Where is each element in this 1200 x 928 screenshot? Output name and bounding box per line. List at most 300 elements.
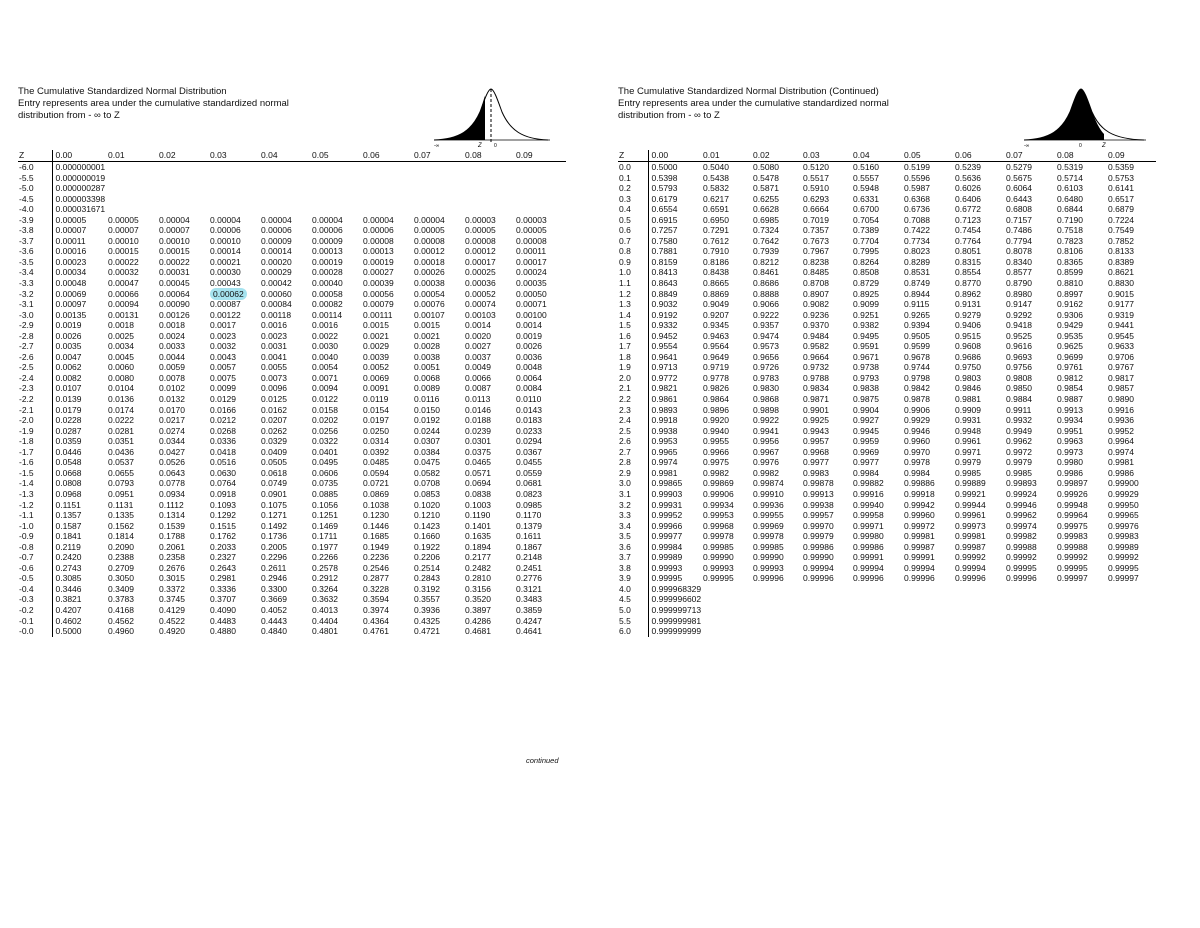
probability-cell: 0.999999999 <box>651 626 702 637</box>
table-row <box>618 204 1156 215</box>
z-value-cell: 2.2 <box>618 394 648 405</box>
empty-cell <box>700 605 750 616</box>
probability-cell: 0.9671 <box>853 351 879 362</box>
probability-cell: 0.9625 <box>1057 341 1083 352</box>
empty-cell <box>952 584 1003 595</box>
probability-cell: 0.99990 <box>803 552 834 563</box>
probability-cell: 0.9934 <box>1057 415 1083 426</box>
z-value-cell: 5.0 <box>618 605 648 616</box>
probability-cell: 0.00013 <box>363 246 394 257</box>
table-row <box>18 478 566 489</box>
z-value-cell: 1.3 <box>618 299 648 310</box>
probability-cell: 0.00006 <box>312 225 343 236</box>
probability-cell: 0.99918 <box>904 488 935 499</box>
probability-cell: 0.9732 <box>803 362 829 373</box>
probability-cell: 0.7967 <box>803 246 829 257</box>
probability-cell: 0.6950 <box>703 214 729 225</box>
probability-cell: 0.99994 <box>853 562 884 573</box>
probability-cell: 0.9974 <box>1108 446 1134 457</box>
probability-cell: 0.8413 <box>651 267 678 278</box>
table-row <box>18 331 566 342</box>
table-row <box>618 521 1156 532</box>
probability-cell: 0.9535 <box>1057 330 1083 341</box>
probability-cell: 0.00008 <box>516 235 547 246</box>
probability-cell: 0.1736 <box>261 531 287 542</box>
probability-cell: 0.1635 <box>465 531 491 542</box>
probability-cell: 0.5239 <box>955 162 981 172</box>
probability-cell: 0.99995 <box>1057 562 1088 573</box>
probability-cell: 0.9884 <box>1006 394 1032 405</box>
probability-cell: 0.9693 <box>1006 351 1032 362</box>
empty-cell <box>1054 594 1105 605</box>
probability-cell: 0.00006 <box>210 225 241 236</box>
empty-cell <box>513 183 566 194</box>
right-column-header: 0.07 <box>1003 150 1054 162</box>
table-row <box>618 183 1156 194</box>
probability-cell: 0.00004 <box>312 214 343 225</box>
probability-cell: 0.0064 <box>516 372 542 383</box>
probability-cell: 0.7088 <box>904 214 930 225</box>
probability-cell: 0.6844 <box>1057 204 1083 215</box>
probability-cell: 0.9608 <box>955 341 981 352</box>
probability-cell: 0.9265 <box>904 309 930 320</box>
probability-cell: 0.8830 <box>1108 278 1134 289</box>
probability-cell: 0.3300 <box>261 583 287 594</box>
probability-cell: 0.0089 <box>414 383 440 394</box>
z-value-cell: -1.5 <box>18 468 52 479</box>
probability-cell: 0.99996 <box>803 573 834 584</box>
probability-cell: 0.8212 <box>753 256 779 267</box>
probability-cell: 0.5517 <box>803 172 829 183</box>
probability-cell: 0.9406 <box>955 320 981 331</box>
probability-cell: 0.9946 <box>904 425 930 436</box>
table-row <box>618 489 1156 500</box>
probability-cell: 0.1020 <box>414 499 440 510</box>
probability-cell: 0.0039 <box>363 351 389 362</box>
probability-cell: 0.000000287 <box>55 183 106 194</box>
z-value-cell: -3.6 <box>18 246 52 257</box>
z-value-cell: 1.1 <box>618 278 648 289</box>
probability-cell: 0.0027 <box>465 341 491 352</box>
probability-cell: 0.2358 <box>159 552 185 563</box>
z-value-cell: 2.8 <box>618 457 648 468</box>
probability-cell: 0.3936 <box>414 604 440 615</box>
probability-cell: 0.1685 <box>363 531 389 542</box>
probability-cell: 0.6664 <box>803 204 829 215</box>
probability-cell: 0.9767 <box>1108 362 1134 373</box>
probability-cell: 0.0322 <box>312 436 338 447</box>
probability-cell: 0.99936 <box>753 499 784 510</box>
probability-cell: 0.9857 <box>1108 383 1134 394</box>
probability-cell: 0.0110 <box>516 394 542 405</box>
probability-cell: 0.00022 <box>159 256 190 267</box>
probability-cell: 0.9686 <box>955 351 981 362</box>
probability-cell: 0.0301 <box>465 436 491 447</box>
probability-cell: 0.0571 <box>465 467 491 478</box>
z-value-cell: 0.8 <box>618 246 648 257</box>
probability-cell: 0.9474 <box>753 330 779 341</box>
probability-cell: 0.0475 <box>414 457 440 468</box>
table-row <box>618 299 1156 310</box>
probability-cell: 0.9896 <box>703 404 729 415</box>
probability-cell: 0.1788 <box>159 531 185 542</box>
empty-cell <box>360 183 411 194</box>
probability-cell: 0.99991 <box>853 552 884 563</box>
probability-cell: 0.0838 <box>465 488 491 499</box>
probability-cell: 0.4960 <box>108 626 134 637</box>
z-value-cell: -3.1 <box>18 299 52 310</box>
probability-cell: 0.9616 <box>1006 341 1032 352</box>
probability-cell: 0.0080 <box>108 372 134 383</box>
probability-cell: 0.0154 <box>363 404 389 415</box>
probability-cell: 0.00069 <box>55 288 87 299</box>
z-value-cell: -0.7 <box>18 552 52 563</box>
table-row <box>618 289 1156 300</box>
probability-cell: 0.00097 <box>55 299 87 310</box>
probability-cell: 0.9965 <box>651 446 678 457</box>
probability-cell: 0.0170 <box>159 404 185 415</box>
empty-cell <box>462 173 513 184</box>
probability-cell: 0.9911 <box>1006 404 1032 415</box>
probability-cell: 0.99926 <box>1057 488 1088 499</box>
probability-cell: 0.00004 <box>261 214 292 225</box>
probability-cell: 0.99995 <box>651 573 683 584</box>
probability-cell: 0.00006 <box>261 225 292 236</box>
probability-cell: 0.8749 <box>904 278 930 289</box>
probability-cell: 0.99882 <box>853 478 884 489</box>
probability-cell: 0.00013 <box>312 246 343 257</box>
probability-cell: 0.00005 <box>55 214 87 225</box>
z-value-cell: 3.3 <box>618 510 648 521</box>
probability-cell: 0.0351 <box>108 436 134 447</box>
probability-cell: 0.9798 <box>904 372 930 383</box>
probability-cell: 0.99900 <box>1108 478 1139 489</box>
probability-cell: 0.9664 <box>803 351 829 362</box>
empty-cell <box>105 183 156 194</box>
probability-cell: 0.0985 <box>516 499 542 510</box>
probability-cell: 0.00009 <box>312 235 343 246</box>
z-value-cell: 2.7 <box>618 447 648 458</box>
table-row <box>618 531 1156 542</box>
table-row <box>18 173 566 184</box>
probability-cell: 0.8577 <box>1006 267 1032 278</box>
probability-cell: 0.8133 <box>1108 246 1134 257</box>
probability-cell: 0.9925 <box>803 415 829 426</box>
probability-cell: 0.1492 <box>261 520 287 531</box>
probability-cell: 0.00024 <box>516 267 547 278</box>
probability-cell: 0.5279 <box>1006 162 1032 172</box>
probability-cell: 0.1423 <box>414 520 440 531</box>
probability-cell: 0.9964 <box>1108 436 1134 447</box>
probability-cell: 0.1170 <box>516 510 542 521</box>
highlighted-value: 0.00062 <box>210 288 247 300</box>
probability-cell: 0.00005 <box>108 214 139 225</box>
empty-cell <box>750 626 800 637</box>
empty-cell <box>850 605 901 616</box>
probability-cell: 0.0681 <box>516 478 542 489</box>
empty-cell <box>309 162 360 173</box>
probability-cell: 0.99889 <box>955 478 986 489</box>
probability-cell: 0.5199 <box>904 162 930 172</box>
probability-cell: 0.999968329 <box>651 583 702 594</box>
probability-cell: 0.99990 <box>703 552 734 563</box>
z-value-cell: 1.8 <box>618 352 648 363</box>
probability-cell: 0.9943 <box>803 425 829 436</box>
probability-cell: 0.5000 <box>651 162 678 172</box>
probability-cell: 0.9985 <box>955 467 981 478</box>
probability-cell: 0.3897 <box>465 604 491 615</box>
probability-cell: 0.99913 <box>803 488 834 499</box>
probability-cell: 0.0655 <box>108 467 134 478</box>
empty-cell <box>156 173 207 184</box>
probability-cell: 0.0179 <box>55 404 82 415</box>
probability-cell: 0.9972 <box>1006 446 1032 457</box>
probability-cell: 0.1093 <box>210 499 236 510</box>
probability-cell: 0.0116 <box>414 394 440 405</box>
probability-cell: 0.9941 <box>753 425 779 436</box>
empty-cell <box>952 594 1003 605</box>
z-value-cell: 3.2 <box>618 500 648 511</box>
probability-cell: 0.99952 <box>651 510 683 521</box>
probability-cell: 0.9830 <box>753 383 779 394</box>
right-table-panel <box>618 86 1156 637</box>
probability-cell: 0.9984 <box>853 467 879 478</box>
probability-cell: 0.9982 <box>703 467 729 478</box>
probability-cell: 0.0901 <box>261 488 287 499</box>
probability-cell: 0.99972 <box>904 520 935 531</box>
probability-cell: 0.99929 <box>1108 488 1139 499</box>
z-value-cell: -5.0 <box>18 183 52 194</box>
probability-cell: 0.9878 <box>904 394 930 405</box>
z-value-cell: 3.0 <box>618 478 648 489</box>
probability-cell: 0.1357 <box>55 510 82 521</box>
probability-cell: 0.9913 <box>1057 404 1083 415</box>
z-value-cell: 0.2 <box>618 183 648 194</box>
probability-cell: 0.0244 <box>414 425 440 436</box>
probability-cell: 0.6064 <box>1006 183 1032 194</box>
probability-cell: 0.99955 <box>753 510 784 521</box>
left-column-header: 0.08 <box>462 150 513 162</box>
probability-cell: 0.3974 <box>363 604 389 615</box>
probability-cell: 0.3632 <box>312 594 338 605</box>
probability-cell: 0.00012 <box>465 246 496 257</box>
probability-cell: 0.7357 <box>803 225 829 236</box>
probability-cell: 0.1230 <box>363 510 389 521</box>
probability-cell: 0.00010 <box>108 235 139 246</box>
probability-cell: 0.7454 <box>955 225 981 236</box>
probability-cell: 0.0548 <box>55 457 82 468</box>
left-curve-z-label: Z <box>478 143 482 148</box>
left-tail-area-curve-icon <box>430 86 554 148</box>
highlighted-probability-cell <box>207 289 258 300</box>
probability-cell: 0.3520 <box>465 594 491 605</box>
probability-cell: 0.9976 <box>753 457 779 468</box>
probability-cell: 0.9956 <box>753 436 779 447</box>
z-value-cell: -1.8 <box>18 436 52 447</box>
probability-cell: 0.9370 <box>803 320 829 331</box>
probability-cell: 0.9554 <box>651 341 678 352</box>
table-row <box>18 510 566 521</box>
empty-cell <box>105 173 156 184</box>
probability-cell: 0.0166 <box>210 404 236 415</box>
empty-cell <box>462 204 513 215</box>
probability-cell: 0.000031671 <box>55 204 106 215</box>
table-row <box>618 542 1156 553</box>
probability-cell: 0.0495 <box>312 457 338 468</box>
probability-cell: 0.99992 <box>1108 552 1139 563</box>
probability-cell: 0.0014 <box>465 320 491 331</box>
probability-cell: 0.9890 <box>1108 394 1134 405</box>
probability-cell: 0.5675 <box>1006 172 1032 183</box>
probability-cell: 0.2033 <box>210 541 236 552</box>
probability-cell: 0.9983 <box>803 467 829 478</box>
table-row <box>618 246 1156 257</box>
empty-cell <box>952 626 1003 637</box>
probability-cell: 0.3859 <box>516 604 542 615</box>
empty-cell <box>952 605 1003 616</box>
probability-cell: 0.0455 <box>516 457 542 468</box>
empty-cell <box>750 594 800 605</box>
probability-cell: 0.9418 <box>1006 320 1032 331</box>
probability-cell: 0.99989 <box>1108 541 1139 552</box>
probability-cell: 0.9713 <box>651 362 678 373</box>
probability-cell: 0.99969 <box>753 520 784 531</box>
probability-cell: 0.3669 <box>261 594 287 605</box>
probability-cell: 0.9808 <box>1006 372 1032 383</box>
probability-cell: 0.3050 <box>108 573 134 584</box>
probability-cell: 0.99991 <box>904 552 935 563</box>
probability-cell: 0.99942 <box>904 499 935 510</box>
table-row <box>18 531 566 542</box>
empty-cell <box>462 194 513 205</box>
table-row <box>618 383 1156 394</box>
probability-cell: 0.9977 <box>803 457 829 468</box>
probability-cell: 0.1292 <box>210 510 236 521</box>
right-subtitle-line-1: Entry represents area under the cumulative standardized normal <box>618 98 889 109</box>
probability-cell: 0.0136 <box>108 394 134 405</box>
probability-cell: 0.0559 <box>516 467 542 478</box>
probability-cell: 0.99992 <box>955 552 986 563</box>
table-row <box>618 257 1156 268</box>
probability-cell: 0.0022 <box>312 330 338 341</box>
probability-cell: 0.0446 <box>55 446 82 457</box>
z-value-cell: 0.3 <box>618 194 648 205</box>
z-value-cell: -2.0 <box>18 415 52 426</box>
table-row <box>18 426 566 437</box>
probability-cell: 0.0401 <box>312 446 338 457</box>
probability-cell: 0.99986 <box>853 541 884 552</box>
probability-cell: 0.4013 <box>312 604 338 615</box>
probability-cell: 0.00036 <box>465 278 496 289</box>
probability-cell: 0.3121 <box>516 583 542 594</box>
probability-cell: 0.0274 <box>159 425 185 436</box>
empty-cell <box>1105 626 1156 637</box>
probability-cell: 0.0047 <box>55 351 82 362</box>
probability-cell: 0.0212 <box>210 415 236 426</box>
empty-cell <box>700 594 750 605</box>
probability-cell: 0.1335 <box>108 510 134 521</box>
z-value-cell: 2.0 <box>618 373 648 384</box>
probability-cell: 0.0023 <box>210 330 236 341</box>
left-table-header-row <box>18 150 566 162</box>
probability-cell: 0.6217 <box>703 193 729 204</box>
table-row <box>618 605 1156 616</box>
probability-cell: 0.9015 <box>1108 288 1134 299</box>
probability-cell: 0.00079 <box>363 299 394 310</box>
probability-cell: 0.6591 <box>703 204 729 215</box>
probability-cell: 0.00082 <box>312 299 343 310</box>
probability-cell: 0.7549 <box>1108 225 1134 236</box>
probability-cell: 0.6331 <box>853 193 879 204</box>
probability-cell: 0.99980 <box>853 531 884 542</box>
z-value-cell: -0.1 <box>18 616 52 627</box>
table-row <box>618 426 1156 437</box>
probability-cell: 0.00023 <box>55 256 87 267</box>
z-value-cell: -1.9 <box>18 426 52 437</box>
left-z-table <box>18 150 566 637</box>
z-value-cell: 5.5 <box>618 616 648 627</box>
probability-cell: 0.9793 <box>853 372 879 383</box>
probability-cell: 0.2061 <box>159 541 185 552</box>
table-row <box>18 563 566 574</box>
probability-cell: 0.3409 <box>108 583 134 594</box>
probability-cell: 0.7995 <box>853 246 879 257</box>
probability-cell: 0.0091 <box>363 383 389 394</box>
probability-cell: 0.00090 <box>159 299 190 310</box>
probability-cell: 0.5987 <box>904 183 930 194</box>
table-row <box>618 626 1156 637</box>
empty-cell <box>1054 616 1105 627</box>
probability-cell: 0.2420 <box>55 552 82 563</box>
z-value-cell: -0.6 <box>18 563 52 574</box>
probability-cell: 0.00066 <box>108 288 139 299</box>
z-value-cell: 1.7 <box>618 341 648 352</box>
table-row <box>618 457 1156 468</box>
probability-cell: 0.9441 <box>1108 320 1134 331</box>
probability-cell: 0.7257 <box>651 225 678 236</box>
probability-cell: 0.99981 <box>904 531 935 542</box>
z-value-cell: -1.0 <box>18 521 52 532</box>
probability-cell: 0.99961 <box>955 510 986 521</box>
probability-cell: 0.9803 <box>955 372 981 383</box>
table-row <box>618 362 1156 373</box>
probability-cell: 0.0853 <box>414 488 440 499</box>
probability-cell: 0.9850 <box>1006 383 1032 394</box>
table-row <box>618 415 1156 426</box>
probability-cell: 0.5000 <box>55 626 82 637</box>
probability-cell: 0.99921 <box>955 488 986 499</box>
probability-cell: 0.9936 <box>1108 415 1134 426</box>
probability-cell: 0.9177 <box>1108 299 1134 310</box>
probability-cell: 0.6879 <box>1108 204 1134 215</box>
probability-cell: 0.4364 <box>363 615 389 626</box>
z-value-cell: 0.7 <box>618 236 648 247</box>
probability-cell: 0.7422 <box>904 225 930 236</box>
probability-cell: 0.0618 <box>261 467 287 478</box>
probability-cell: 0.4247 <box>516 615 542 626</box>
probability-cell: 0.99957 <box>803 510 834 521</box>
probability-cell: 0.9599 <box>904 341 930 352</box>
z-value-cell: -0.3 <box>18 594 52 605</box>
probability-cell: 0.1003 <box>465 499 491 510</box>
probability-cell: 0.9345 <box>703 320 729 331</box>
empty-cell <box>800 605 850 616</box>
probability-cell: 0.1446 <box>363 520 389 531</box>
right-column-header: 0.01 <box>700 150 750 162</box>
probability-cell: 0.0281 <box>108 425 134 436</box>
probability-cell: 0.8599 <box>1057 267 1083 278</box>
probability-cell: 0.0594 <box>363 467 389 478</box>
